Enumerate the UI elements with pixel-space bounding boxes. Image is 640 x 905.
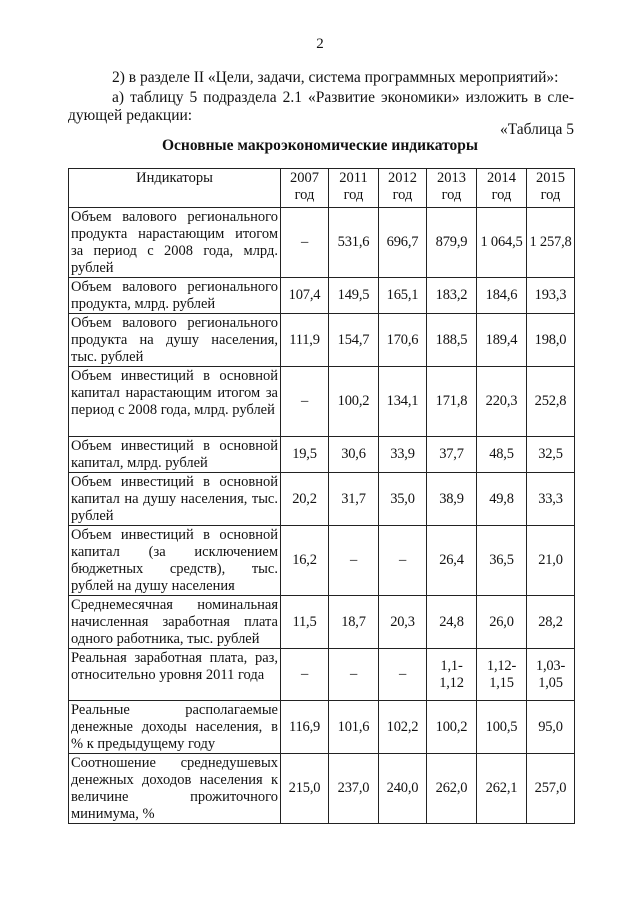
- value-cell: 20,3: [379, 596, 427, 649]
- value-cell: 102,2: [379, 701, 427, 754]
- indicators-table: [68, 168, 575, 824]
- value-cell: 100,2: [329, 367, 379, 437]
- value-cell: 30,6: [329, 437, 379, 473]
- value-cell: 36,5: [477, 526, 527, 596]
- table-row: [69, 367, 575, 437]
- value-cell: 100,5: [477, 701, 527, 754]
- indicator-name: Реальная заработная плата, раз, относительно уровня 2011 года: [69, 649, 281, 701]
- value-cell: –: [329, 649, 379, 701]
- value-cell: 696,7: [379, 208, 427, 278]
- header-year: 2012 год: [379, 169, 427, 208]
- table-row: [69, 649, 575, 701]
- indicator-name: Объем инвестиций в основной капитал на душу населения, тыс. рублей: [69, 473, 281, 526]
- header-year: 2011 год: [329, 169, 379, 208]
- header-year: 2014 год: [477, 169, 527, 208]
- value-cell: 198,0: [527, 314, 575, 367]
- instruction-line-2: дующей редакции:: [68, 107, 193, 124]
- value-cell: 24,8: [427, 596, 477, 649]
- value-cell: –: [379, 649, 427, 701]
- value-cell: 184,6: [477, 278, 527, 314]
- value-cell: 879,9: [427, 208, 477, 278]
- instruction-line-1: а) таблицу 5 подраздела 2.1 «Развитие экономики» изложить в сле-: [112, 89, 574, 106]
- indicator-name: Соотношение среднедушевых денежных доходов населения к величине прожиточного минимума, %: [69, 754, 281, 824]
- value-cell: 16,2: [281, 526, 329, 596]
- table-row: [69, 314, 575, 367]
- value-cell: 1 064,5: [477, 208, 527, 278]
- value-cell: 95,0: [527, 701, 575, 754]
- value-cell: 237,0: [329, 754, 379, 824]
- value-cell: 1 257,8: [527, 208, 575, 278]
- value-cell: 215,0: [281, 754, 329, 824]
- value-cell: 31,7: [329, 473, 379, 526]
- header-year: 2013 год: [427, 169, 477, 208]
- header-year: 2007 год: [281, 169, 329, 208]
- value-cell: 37,7: [427, 437, 477, 473]
- table-row: [69, 596, 575, 649]
- header-year: 2015 год: [527, 169, 575, 208]
- value-cell: –: [281, 208, 329, 278]
- value-cell: 165,1: [379, 278, 427, 314]
- indicator-name: Объем инвестиций в основной капитал (за исключением бюджетных средств), тыс. рублей на душу населения: [69, 526, 281, 596]
- value-cell: 107,4: [281, 278, 329, 314]
- value-cell: 101,6: [329, 701, 379, 754]
- value-cell: 28,2: [527, 596, 575, 649]
- value-cell: 149,5: [329, 278, 379, 314]
- value-cell: 220,3: [477, 367, 527, 437]
- indicator-name: Среднемесячная номинальная начисленная заработная плата одного работника, тыс. рублей: [69, 596, 281, 649]
- value-cell: 1,12-1,15: [477, 649, 527, 701]
- value-cell: 18,7: [329, 596, 379, 649]
- table-row: [69, 754, 575, 824]
- value-cell: –: [281, 367, 329, 437]
- value-cell: 188,5: [427, 314, 477, 367]
- value-cell: –: [379, 526, 427, 596]
- value-cell: 21,0: [527, 526, 575, 596]
- indicator-name: Объем валового регионального продукта, млрд. рублей: [69, 278, 281, 314]
- value-cell: 38,9: [427, 473, 477, 526]
- value-cell: 257,0: [527, 754, 575, 824]
- indicator-name: Объем валового регионального продукта на душу населения, тыс. рублей: [69, 314, 281, 367]
- value-cell: 20,2: [281, 473, 329, 526]
- value-cell: 116,9: [281, 701, 329, 754]
- value-cell: 26,4: [427, 526, 477, 596]
- value-cell: –: [281, 649, 329, 701]
- table-row: [69, 473, 575, 526]
- value-cell: 183,2: [427, 278, 477, 314]
- indicator-name: Реальные располагаемые денежные доходы населения, в % к предыдущему году: [69, 701, 281, 754]
- table-note: «Таблица 5: [499, 121, 574, 138]
- value-cell: 11,5: [281, 596, 329, 649]
- value-cell: 35,0: [379, 473, 427, 526]
- value-cell: 49,8: [477, 473, 527, 526]
- header-indicators: Индикаторы: [69, 169, 281, 208]
- value-cell: 189,4: [477, 314, 527, 367]
- value-cell: 171,8: [427, 367, 477, 437]
- value-cell: 170,6: [379, 314, 427, 367]
- value-cell: 240,0: [379, 754, 427, 824]
- value-cell: 48,5: [477, 437, 527, 473]
- table-row: [69, 437, 575, 473]
- table-row: [69, 208, 575, 278]
- table-row: [69, 526, 575, 596]
- page-number: 2: [316, 36, 324, 52]
- value-cell: 1,1-1,12: [427, 649, 477, 701]
- value-cell: 531,6: [329, 208, 379, 278]
- value-cell: 100,2: [427, 701, 477, 754]
- value-cell: 33,9: [379, 437, 427, 473]
- value-cell: 262,0: [427, 754, 477, 824]
- value-cell: 252,8: [527, 367, 575, 437]
- table-row: [69, 278, 575, 314]
- value-cell: 154,7: [329, 314, 379, 367]
- indicator-name: Объем валового регионального продукта нарастающим итогом за период с 2008 года, млрд. рублей: [69, 208, 281, 278]
- table-header-row: [69, 169, 575, 208]
- value-cell: 19,5: [281, 437, 329, 473]
- value-cell: 111,9: [281, 314, 329, 367]
- value-cell: 193,3: [527, 278, 575, 314]
- value-cell: 26,0: [477, 596, 527, 649]
- value-cell: 1,03-1,05: [527, 649, 575, 701]
- table-row: [69, 701, 575, 754]
- indicator-name: Объем инвестиций в основной капитал, млрд. рублей: [69, 437, 281, 473]
- indicator-name: Объем инвестиций в основной капитал нарастающим итогом за период с 2008 года, млрд. рублей: [69, 367, 281, 437]
- value-cell: 32,5: [527, 437, 575, 473]
- table-title: Основные макроэкономические индикаторы: [162, 137, 478, 154]
- section-text: 2) в разделе II «Цели, задачи, система программных мероприятий»:: [112, 69, 559, 86]
- value-cell: 134,1: [379, 367, 427, 437]
- value-cell: –: [329, 526, 379, 596]
- value-cell: 33,3: [527, 473, 575, 526]
- value-cell: 262,1: [477, 754, 527, 824]
